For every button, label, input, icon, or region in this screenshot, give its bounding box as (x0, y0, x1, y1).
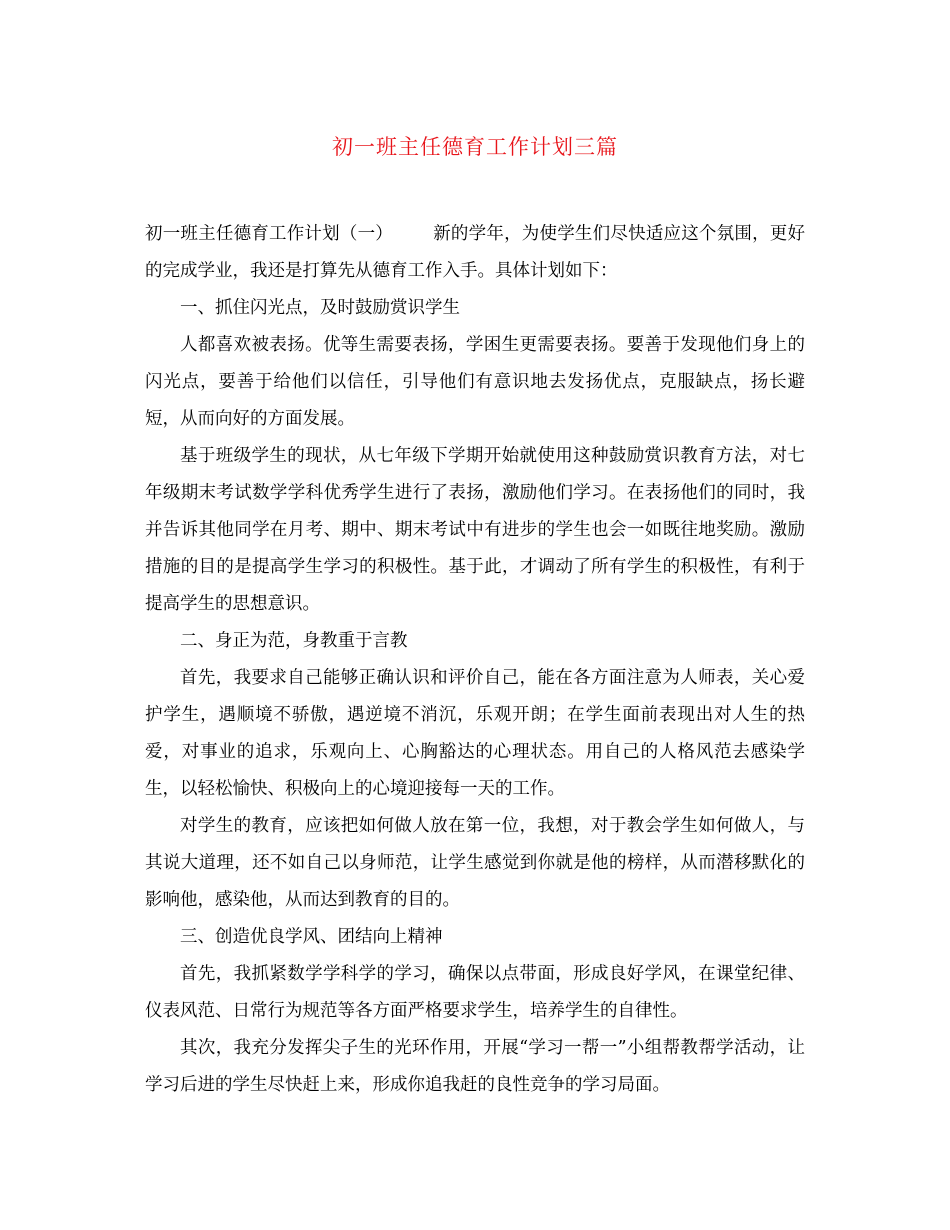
body-paragraph: 其次，我充分发挥尖子生的光环作用，开展“学习一帮一”小组帮教帮学活动，让学习后进的学生尽快赶上来，形成你追我赶的良性竞争的学习局面。 (145, 1038, 805, 1095)
section-heading-2: 二、身正为范，身教重于言教 (180, 631, 408, 651)
body-paragraph: 基于班级学生的现状，从七年级下学期开始就使用这种鼓励赏识教育方法，对七年级期末考试数学学科优秀学生进行了表扬，激励他们学习。在表扬他们的同时，我并告诉其他同学在月考、期中、期末考试中有进步的学生也会一如既往地奖励。激励措施的目的是提高学生学习的积极性。基于此，才调动了所有学生的积极性，有利于提高学生的思想意识。 (145, 446, 805, 614)
body-paragraph: 首先，我要求自己能够正确认识和评价自己，能在各方面注意为人师表，关心爱护学生，遇顺境不骄傲，遇逆境不消沉，乐观开朗；在学生面前表现出对人生的热爱，对事业的追求，乐观向上、心胸豁达的心理状态。用自己的人格风范去感染学生，以轻松愉快、积极向上的心境迎接每一天的工作。 (145, 668, 805, 799)
body-paragraph: 首先，我抓紧数学学科学的学习，确保以点带面，形成良好学风，在课堂纪律、仪表风范、日常行为规范等各方面严格要求学生，培养学生的自律性。 (145, 964, 805, 1021)
section-heading-1: 一、抓住闪光点，及时鼓励赏识学生 (180, 298, 460, 318)
intro-paragraph (145, 216, 805, 290)
document-title: 初一班主任德育工作计划三篇 (332, 135, 618, 159)
body-paragraph: 人都喜欢被表扬。优等生需要表扬，学困生更需要表扬。要善于发现他们身上的闪光点，要善于给他们以信任，引导他们有意识地去发扬优点，克服缺点，扬长避短，从而向好的方面发展。 (145, 335, 805, 429)
document-body (145, 216, 805, 1104)
section-heading-3: 三、创造优良学风、团结向上精神 (180, 927, 443, 947)
intro-heading: 初一班主任德育工作计划（一） (145, 224, 393, 244)
intro-text: 新的学年，为使学生们尽快适应这个氛围，更好的完成学业，我还是打算先从德育工作入手。具体计划如下： (145, 224, 805, 281)
body-paragraph: 对学生的教育，应该把如何做人放在第一位，我想，对于教会学生如何做人，与其说大道理，还不如自己以身师范，让学生感觉到你就是他的榜样，从而潜移默化的影响他，感染他，从而达到教育的目的。 (145, 816, 805, 910)
